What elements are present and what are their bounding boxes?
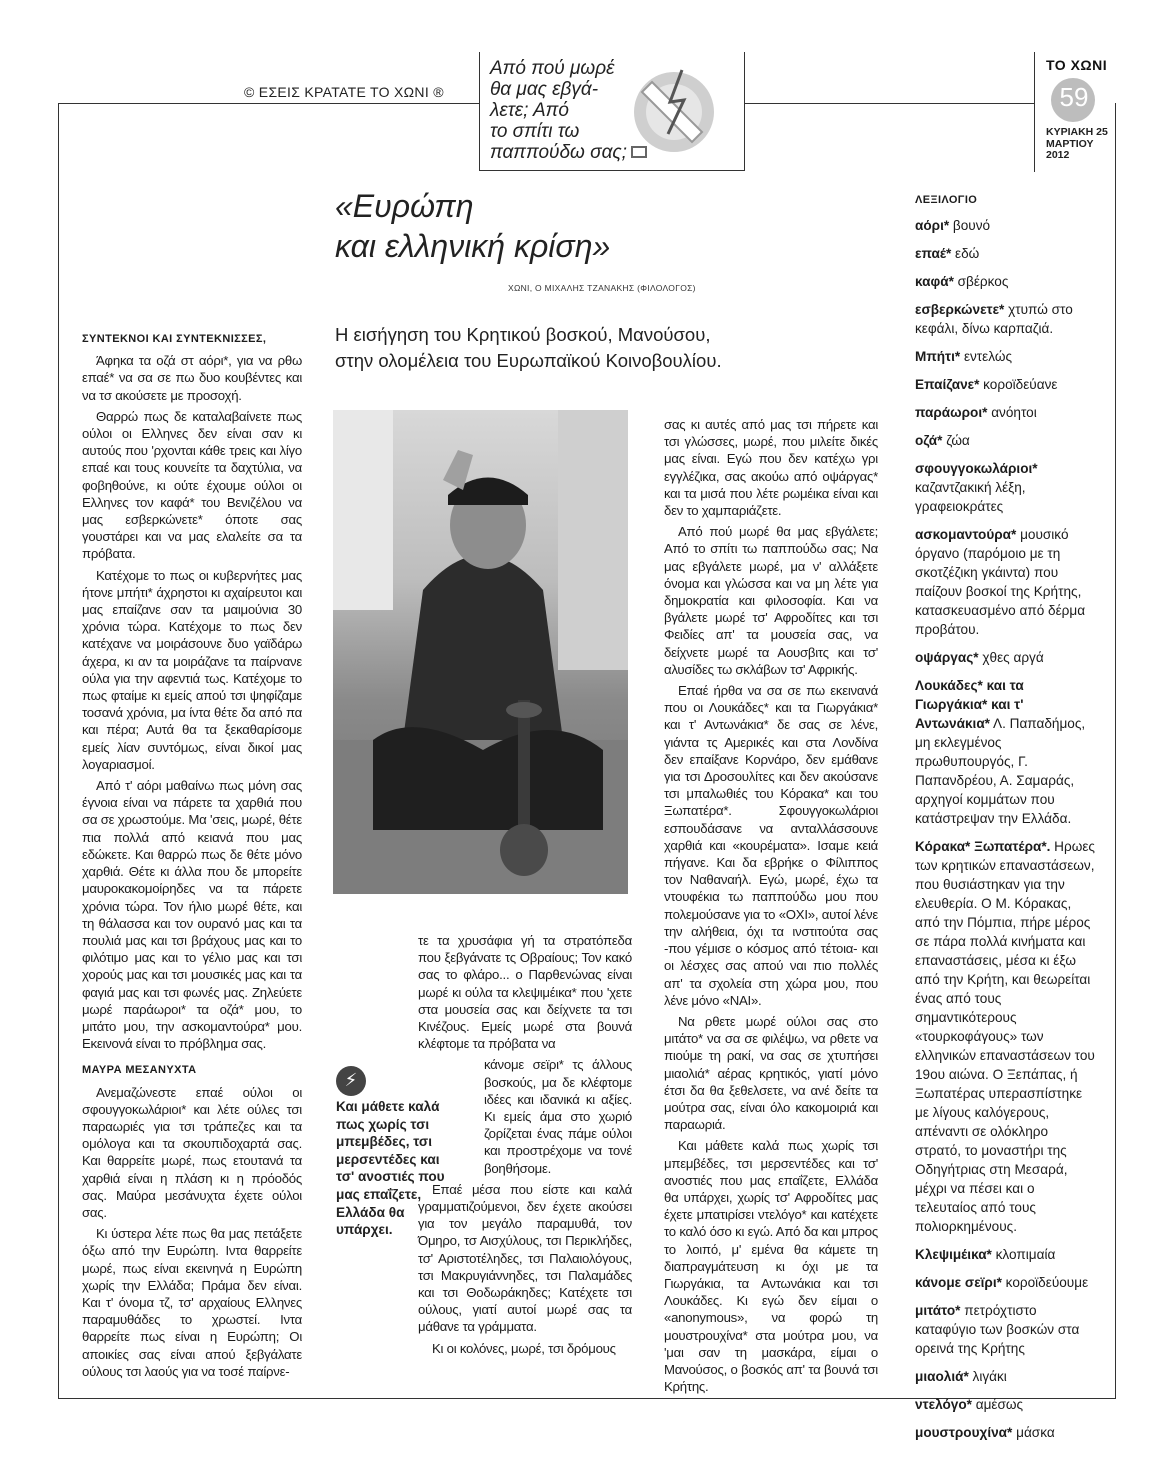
lead-line: Η εισήγηση του Κρητικού βοσκού, Μανούσου, bbox=[335, 324, 711, 345]
glossary-entry bbox=[915, 1423, 1095, 1442]
glossary-term: καφά* bbox=[915, 274, 954, 289]
subhead: ΣΥΝΤΕΚΝΟΙ ΚΑΙ ΣΥΝΤΕΚΝΙΣΣΕΣ, bbox=[82, 333, 267, 345]
glossary-def: μουσικό όργανο (παρόμοιο με τη σκοτζέζικη γκάιντα) που παίζουν βοσκοί της Κρήτης, κατασκευασμένο από δέρμα προβάτου. bbox=[915, 527, 1086, 637]
glossary-entry bbox=[915, 676, 1095, 828]
glossary-def: εντελώς bbox=[960, 349, 1012, 364]
paragraph: Από τ' αόρι μαθαίνω πως μόνη σας έγνοια είναι να πάρετε τα χαρθιά που σα σε χρωστούμε. Μα 'σεις, μωρέ, θέτε πια πολλά από κειανά που μας εδώκετε. Και θαρρώ πως δε θέτε μόνο χαρθιά. Θέτε κι άλλα που δε μπορείτε μαυροκακομοίρηδες να τα πάρετε χρόνια τώρα. Τον ήλιο μωρέ θέτε, και τη θάλασσα και τον ουρανό μας και τα πουλιά μας και τσι βράχους μας και το φιλότιμο μας και το γέλιο μας και τσι χορούς μας και τσι μουσικές μας και τα φαγιά μας και τσι φωνές μας. Ζηλεύετε μωρέ παράωροι* τα οζά* μου, το μιτάτο μου, την ασκομαντούρα* μου. Εκεινονά είναι το πρόβλημα σας. bbox=[82, 778, 302, 1052]
glossary-entry bbox=[915, 1367, 1095, 1386]
paragraph: σας κι αυτές από μας τσι πήρετε και τσι γλώσσες, μωρέ, που μιλείτε δικές μας είναι. Εγώ που δεν κατέχω γρι εγγλέζικα, σας ακούω από οψάργας* και τα μισά που λέτε ρωμέικα είναι και δεν το χαμπαριάζετε. bbox=[664, 417, 878, 519]
paragraph: Επαέ ήρθα να σα σε πω εκεινανά που οι Λουκάδες* και τα Γιωργάκια* και τ' Αντωνάκια* δε σας σε λένε, γιάντα τς Αμερικές και στα Λονδίνα δεν επαίξανε Κορνάρο, δεν εμάθανε για τσι Δροσουλίτες και δεν ακούσανε τσι μπαλωθιές του Κόρακα* και του Ξωπατέρα*. Σφουγγοκωλάριοι εσπουδάσανε να ανταλλάσσουνε χαρθιά και «κουρέματα». Ισαμε κειά πήγανε. Και δα εβρήκε ο Φίλιππος τον Ναθαναήλ. Εγώ, μωρέ, έχω τα ντουφέκια τω παππούδω μου που πολεμούσανε για το «ΟΧΙ», αυτοί λένε την αλήθεια, όχι τα ινστιτούτα σας -που γέμισε ο κόσμος από τέτοια- και οι λέσχες σας απού ναι πιο πολλές απ' τα σχολεία στη χώρα μου, που λένε μόνο «ΝΑΙ». bbox=[664, 683, 878, 1008]
paragraph: Άφηκα τα οζά στ αόρι*, για να ρθω επαέ* να σα σε πω δυο κουβέντες και να τσ ακούσετε με προσοχή. bbox=[82, 353, 302, 403]
glossary-entry bbox=[915, 1273, 1095, 1292]
glossary-term: εσβερκώνετε* bbox=[915, 302, 1005, 317]
glossary-entry bbox=[915, 1301, 1095, 1358]
date-line: ΜΑΡΤΙΟΥ bbox=[1046, 137, 1094, 150]
article-column-3 bbox=[664, 416, 878, 1399]
copyright-line: © ΕΣΕΙΣ ΚΡΑΤΑΤΕ ΤΟ ΧΩΝΙ ® bbox=[244, 84, 444, 100]
article-title-line: «Ευρώπη bbox=[335, 188, 474, 224]
paragraph: Επαέ μέσα που είστε και καλά γραμματιζούμενοι, δεν έχετε ακούσει για τον μεγάλο παραμυθά, τον Όμηρο, τσ Αισχύλους, τσι Περικλήδες, τσ' Αριστοτέληδες, τσι Παλαιολόγους, τσι Μακρυγιάννηδες, τσι Παλαμάδες και τσι Θοδωράκηδες; Κατέχετε τσι ούλους, γιατί αυτοί μωρέ σας τα μάθανε τα γράμματα. bbox=[418, 1181, 632, 1335]
subhead: ΜΑΥΡΑ ΜΕΣΑΝΥΧΤΑ bbox=[82, 1064, 197, 1077]
header-rule-left bbox=[58, 103, 479, 104]
page-frame-right bbox=[1115, 103, 1116, 1399]
glossary-term: μουστρουχίνα* bbox=[915, 1425, 1013, 1440]
byline: ΧΩΝΙ, Ο ΜΙΧΑΛΗΣ ΤΖΑΝΑΚΗΣ (ΦΙΛΟΛΟΓΟΣ) bbox=[508, 283, 696, 293]
glossary-term: παράωροι* bbox=[915, 405, 988, 420]
glossary-def: κλοπιμαία bbox=[991, 1247, 1056, 1262]
glossary-def: μάσκα bbox=[1012, 1425, 1055, 1440]
paragraph: Κι οι κολόνες, μωρέ, τσι δρόμους bbox=[432, 1340, 616, 1356]
glossary-heading: ΛΕΞΙΛΟΓΙΟ bbox=[915, 194, 978, 206]
glossary-term: Κόρακα* Ξωπατέρα*. bbox=[915, 839, 1051, 854]
paragraph: Κι ύστερα λέτε πως θα μας πετάξετε όξω από την Ευρώπη. Ιντα θαρρείτε μωρέ, πως είναι εκεινηνά η Ευρώπη χωρίς την Ελλάδα; Πράμα δεν είναι. Και τ' όνομα τζ, τσ' αρχαίους Ελληνες παραμυθάδες το χρωστεί. Ιντα θαρρείτε πως είναι η Ευρώπη; Οι αποικίες σας είναι απού ξεβγάλατε ούλους τσι λαούς για να τοσέ παίρνε- bbox=[82, 1226, 302, 1379]
glossary-entry bbox=[915, 244, 1095, 263]
glossary-entry bbox=[915, 459, 1095, 516]
glossary-term: σφουγγοκωλάριοι* bbox=[915, 461, 1038, 476]
glossary-term: ασκομαντούρα* bbox=[915, 527, 1017, 542]
glossary-entry bbox=[915, 216, 1095, 235]
glossary-def: βουνό bbox=[949, 218, 991, 233]
glossary-entry bbox=[915, 1245, 1095, 1264]
teaser-line: το σπίτι τω bbox=[490, 121, 580, 142]
lead bbox=[335, 322, 722, 374]
glossary-entry bbox=[915, 525, 1095, 639]
glossary-def: σβέρκος bbox=[953, 274, 1009, 289]
glossary-def: χθες αργά bbox=[978, 650, 1044, 665]
glossary-term: Κλεψιμέικα* bbox=[915, 1247, 992, 1262]
glossary-term: επαέ* bbox=[915, 246, 952, 261]
glossary-entry bbox=[915, 431, 1095, 450]
glossary-entry bbox=[915, 648, 1095, 667]
paragraph: Να ρθετε μωρέ ούλοι σας στο μιτάτο* να σα σε φιλέψω, να ρθετε να πιούμε τη ρακί, να σας σε χτυπήσει μιαολιά* αέρας κρητικός, γιατί μόνο έτσι δα θα ξεθελσετε, να ανέ δείτε τα μούτρα σας, είναι όλο κακομοιριά και παραωριά. bbox=[664, 1013, 878, 1133]
glossary-entry bbox=[915, 1395, 1095, 1414]
paper-name: ΤΟ ΧΩΝΙ bbox=[1046, 57, 1108, 73]
pullquote-icon: ⚡ bbox=[336, 1066, 366, 1096]
glossary-entry bbox=[915, 272, 1095, 291]
article-column-1 bbox=[82, 331, 302, 1384]
glossary-term: οζά* bbox=[915, 433, 943, 448]
paragraph: Θαρρώ πως δε καταλαβαίνετε πως ούλοι οι Ελληνες δεν είναι σαν κι αυτούς που 'ρχονται κάθε τρεις και λίγο επαέ και τους κουνείτε τα δαχτύλια, να φοβηθούνε, κι ούτε έχουμε ούλοι οι Ελληνες τον καφά* του Βενιζέλου να μας εσβερκώνετε* όποτε σας γουστάρει και να μας ελαλείτε σα τα πρόβατα. bbox=[82, 408, 302, 562]
article-title bbox=[335, 186, 610, 266]
teaser-line: Από πού μωρέ bbox=[490, 58, 615, 79]
pullquote: Και μάθετε καλά πως χωρίς τσι μπεμβέδες, τσι μερσεντέδες και τσ' ανοστιές που μας επαΐζετε, Ελλάδα θα υπάρχει. bbox=[336, 1099, 445, 1238]
paragraph: Και μάθετε καλά πως χωρίς τσι μπεμβέδες, τσι μερσεντέδες και τσ' ανοστιές που μας επαΐζετε, Ελλάδα θα υπάρχει, χωρίς τσ' Αφροδίτες μας έχετε μπατιρίσει ντελόγο* και κατέχετε το καλό όσο κι εγώ. Από δα και μπρος το λοιπό, μ' εμένα θα κάμετε τη διαπραγμάτευση κι όχι με τα Γιωργάκια, τα Αντωνάκια και τσι Λουκάδες. Κι εγώ δεν είμαι ο «anonymous», να φορώ τη μουστρουχίνα* στα μούτρα μου, να 'μαι σαν τη μασκάρα, είμαι ο Μανούσος, ο βοσκός απ' τα βουνά τσι Κρήτης. bbox=[664, 1138, 878, 1395]
glossary-def: εδώ bbox=[951, 246, 980, 261]
glossary-def: ζώα bbox=[942, 433, 970, 448]
teaser-line: θα μας εβγά- bbox=[490, 79, 599, 100]
glossary-entry bbox=[915, 300, 1095, 338]
glossary-term: Επαίζανε* bbox=[915, 377, 980, 392]
glossary-def: Λ. Παπαδήμος, μη εκλεγμένος πρωθυπουργός, Γ. Παπανδρέου, Α. Σαμαράς, αρχηγοί κομμάτων που κατάστρεψαν την Ελλάδα. bbox=[915, 716, 1086, 826]
megaphone-icon bbox=[612, 62, 730, 162]
page-frame-left bbox=[58, 103, 59, 1399]
paragraph: Από πού μωρέ θα μας εβγάλετε; Από το σπίτι τω παππούδω σας; Να μας εβγάλετε μωρέ, μα ν' αλλάξετε όνομα και γλώσσα και να μη λέτε για δημοκρατία και φιλοσοφία. Και να βγάλετε μωρέ τσ' Αφροδίτες και τσι Φειδίες απ' τα μουσεία σας, να δείχνετε μωρέ τα Αουσβιτς και τσ' αλυσίδες τω σκλάβων τσ' Αφρικής. bbox=[664, 524, 878, 677]
date-line: 2012 bbox=[1046, 149, 1070, 161]
glossary-entry bbox=[915, 347, 1095, 366]
glossary-def: λιγάκι bbox=[968, 1369, 1007, 1384]
glossary-def: αμέσως bbox=[971, 1397, 1024, 1412]
lead-line: στην ολομέλεια του Ευρωπαϊκού Κοινοβουλίου. bbox=[335, 350, 722, 371]
glossary-entry bbox=[915, 375, 1095, 394]
paragraph: Ανεμαζώνεστε επαέ ούλοι οι σφουγγοκωλάριοι* και λέτε ούλες τσι παραωριές για τσι τράπεζες και τα ομόλογα και τα σκουπιδοχαρτά σας. Και θαρρείτε μωρέ, πως ετουτανά τα χαρθιά είναι η πλάση κι η πρόοδός σας. Μαύρα μεσάνυχτα έχετε ούλοι σας. bbox=[82, 1084, 302, 1220]
glossary-def: ανόητοι bbox=[987, 405, 1037, 420]
glossary-term: Λουκάδες* και τα Γιωργάκια* και τ' Αντωνάκια* bbox=[915, 678, 1024, 731]
glossary-term: αόρι* bbox=[915, 218, 950, 233]
article-title-line: και ελληνική κρίση» bbox=[335, 228, 611, 264]
glossary-def: Ηρωες των κρητικών επαναστάσεων, που θυσιάστηκαν για την ελευθερία. Ο Μ. Κόρακας, από την Πόμπια, πήρε μέρος σε πάρα πολλά κινήματα και επαναστάσεις, μέσα κι έξω από την Κρήτη, και θεωρείται ένας από τους σημαντικότερους «τουρκοφάγους» των ελληνικών επαναστάσεων του 19ου αιώνα. Ο Ξεπάπας, ή Ξωπατέρας υπερασπίστηκε με λίγους καλόγερους, απέναντι σε ολόκληρο στρατό, το μοναστήρι της Οδηγήτριας στη Μεσαρά, μέχρι να πέσει και ο τελευταίος από τους πολιορκημένους. bbox=[915, 839, 1095, 1234]
teaser-line: παππούδω σας; bbox=[490, 142, 627, 163]
page-number: 59 bbox=[1059, 82, 1089, 112]
glossary-term: ντελόγο* bbox=[915, 1397, 972, 1412]
paragraph: Κατέχομε το πως οι κυβερνήτες μας ήτονε μπήτι* άχρηστοι κι αχαίρευτοι και μας επαίζανε σαν τα μαιμούνια 30 χρόνια τώρα. Κατέχομε το πως δεν κατέχανε να μοιράσουνε δυο γαϊδάρω άχερα, κι αν τα μοιράζανε τα παίρνανε ούλα για την αφεντιά τως. Κατέχομε το πως φταίμε κι εμείς απού τσι ψηφίζαμε τοσανά χρόνια, μα ίντα θέτε δα από πα και πέρα; Αυτά θα τα ξεκαθαρίσομε εμείς λίαν συντόμως, είναι δικοί μας λογαριασμοί. bbox=[82, 567, 302, 772]
glossary-def: χτυπώ στο κεφάλι, δίνω καρπαζιά. bbox=[915, 302, 1073, 336]
glossary-def: πετρόχτιστο καταφύγιο των βοσκών στα ορεινά της Κρήτης bbox=[915, 1303, 1080, 1356]
photo-shepherd bbox=[333, 410, 628, 894]
shepherd-figure-icon bbox=[333, 410, 628, 894]
glossary-entry bbox=[915, 837, 1095, 1236]
header-rule-right bbox=[744, 103, 1034, 104]
glossary-term: Μπήτι* bbox=[915, 349, 961, 364]
glossary-term: κάνομε σεϊρι* bbox=[915, 1275, 1002, 1290]
glossary-def: κοροϊδεύουμε bbox=[1001, 1275, 1089, 1290]
glossary-term: μιτάτο* bbox=[915, 1303, 961, 1318]
paragraph: τε τα χρυσάφια γή τα στρατόπεδα που ξεβγάνατε τς Οβραίους; Τον κακό σας το φλάρο... ο Παρθενώνας είναι μωρέ κι ούλα τα κλεψιμέικα* που 'χετε στα μουσεία σας και δείχνετε τα τσι Κινέζους. Εμείς μωρέ στα βουνά κλέφτομε τα πρόβατα να bbox=[418, 933, 632, 1052]
glossary-term: οψάργας* bbox=[915, 650, 979, 665]
glossary-def: καζαντζακική λέξη, γραφειοκράτες bbox=[915, 480, 1026, 514]
paragraph: κάνομε σεϊρι* τς άλλους βοσκούς, μα δε κλέφτομε ιδέες και ιδανικά κι αξίες. Κι εμείς άμα στο χωριό ζορίζεται ένας πάμε ούλοι και προστρέχομε να τονέ βοηθήσομε. bbox=[484, 1057, 632, 1176]
glossary-entry bbox=[915, 403, 1095, 422]
teaser-line: λετε; Από bbox=[490, 100, 569, 121]
glossary-term: μιαολιά* bbox=[915, 1369, 969, 1384]
glossary bbox=[915, 190, 1095, 1451]
date-line: ΚΥΡΙΑΚΗ 25 bbox=[1046, 126, 1108, 138]
glossary-def: κοροϊδεύανε bbox=[979, 377, 1058, 392]
date-block bbox=[1046, 127, 1108, 162]
